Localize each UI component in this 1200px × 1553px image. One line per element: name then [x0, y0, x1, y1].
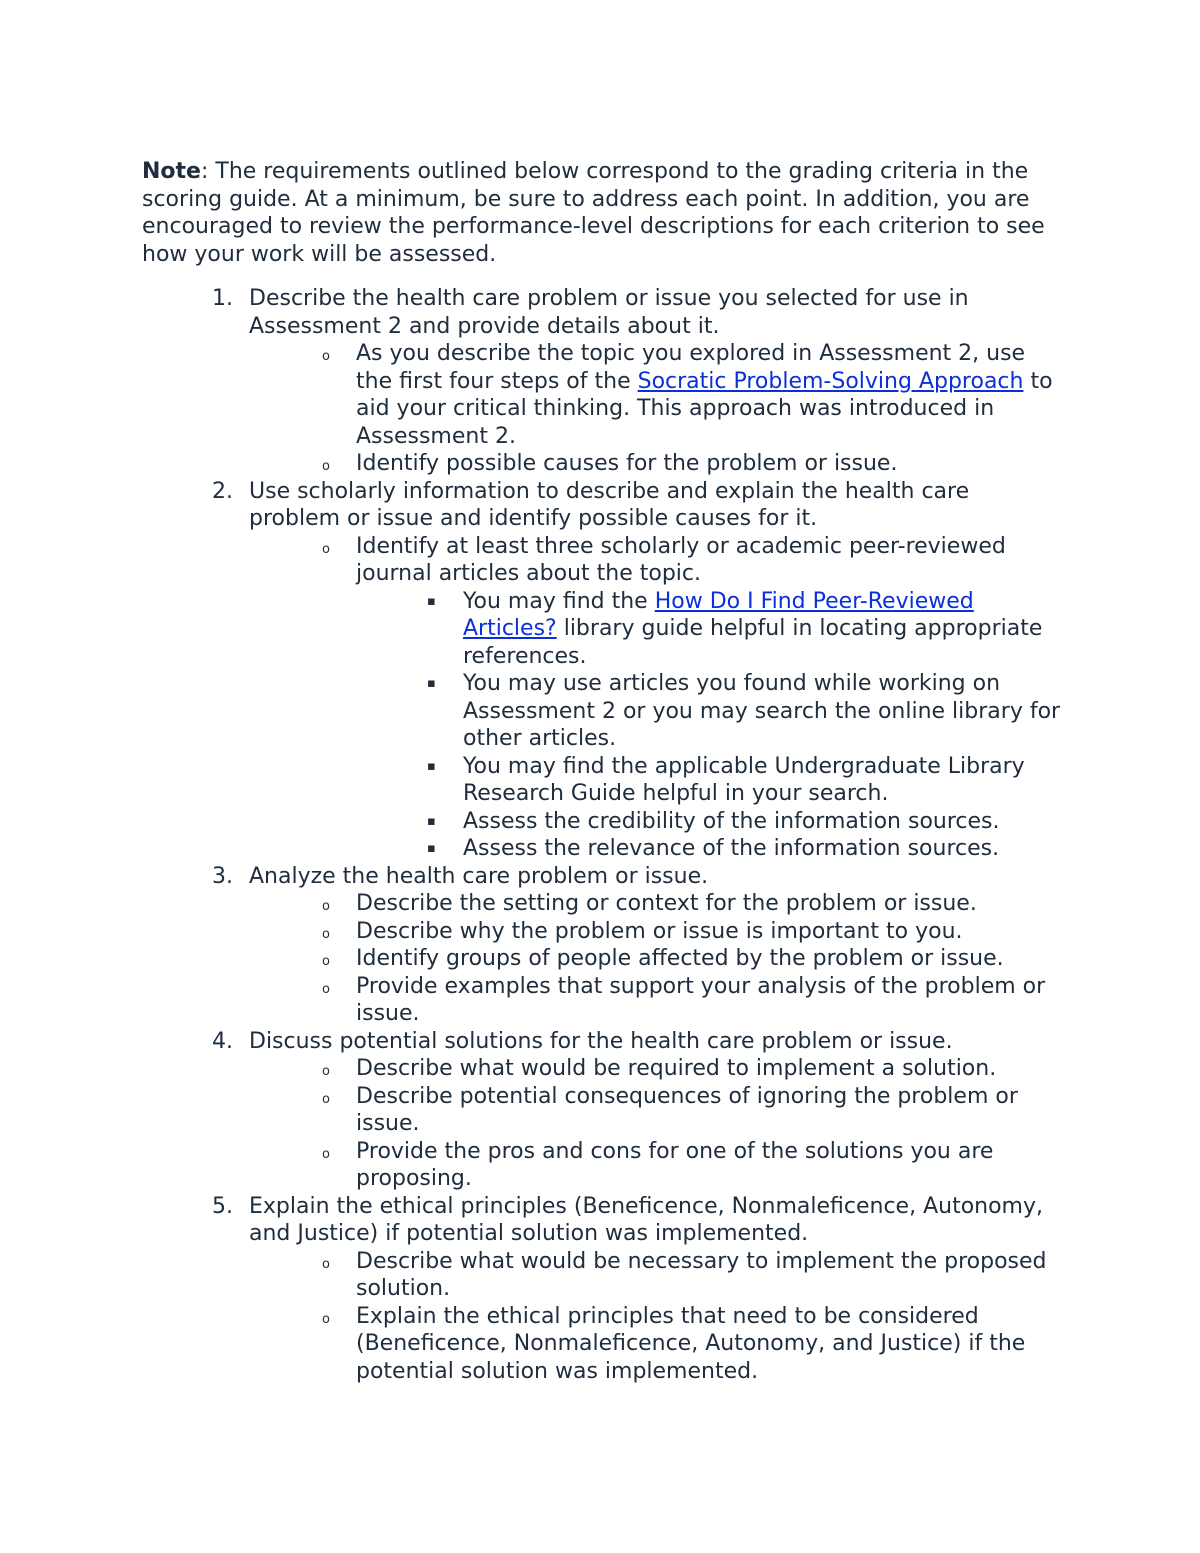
square-bullet-icon: ▪ [427, 841, 436, 856]
sub-item [142, 918, 1062, 946]
circle-bullet-icon: o [322, 1091, 330, 1107]
circle-bullet-icon: o [322, 954, 330, 969]
sub-item-text-pre: As you describe the topic you explored in Assessment 2, use the first four steps of the [356, 341, 1026, 394]
sub-item [142, 945, 1062, 973]
circle-bullet-icon: o [322, 1146, 330, 1162]
sub-item-text: Identify possible causes for the problem or issue. [356, 451, 898, 476]
item-text: Describe the health care problem or issue you selected for use in Assessment 2 and provide details about it. [249, 286, 969, 339]
square-bullet-icon: ▪ [427, 593, 436, 609]
item-number: 5. [212, 1193, 233, 1219]
sub-sub-item-text-post: library guide helpful in locating appropriate references. [463, 616, 1043, 669]
sub-item [142, 973, 1062, 1028]
requirement-item-4 [142, 1028, 1062, 1056]
sub-item [142, 890, 1062, 918]
socratic-approach-link[interactable]: Socratic Problem-Solving Approach [637, 368, 1024, 394]
sub-item-text: Explain the ethical principles that need to be considered (Beneficence, Nonmaleficence, Autonomy, and Justice) if the potential solution was implemented. [356, 1303, 1026, 1384]
sub-item-text: Describe what would be required to implement a solution. [356, 1056, 997, 1081]
circle-bullet-icon: o [322, 1064, 330, 1079]
item-number: 4. [212, 1028, 233, 1054]
sub-sub-item-text: You may find the applicable Undergraduate Library Research Guide helpful in your search. [463, 753, 1025, 806]
sub-sub-item-text: You may use articles you found while working on Assessment 2 or you may search the online library for other articles. [463, 671, 1061, 751]
item-text: Discuss potential solutions for the health care problem or issue. [249, 1028, 953, 1054]
square-bullet-icon: ▪ [427, 676, 436, 691]
requirement-item-1 [142, 285, 1062, 340]
note-text: : The requirements outlined below correspond to the grading criteria in the scoring guide. At a minimum, be sure to address each point. In addition, you are encouraged to review the performance-level descriptions for each criterion to see how your work will be assessed. [142, 159, 1045, 267]
sub-item [142, 1138, 1062, 1193]
sub-item-text: Provide examples that support your analysis of the problem or issue. [356, 973, 1046, 1026]
peer-reviewed-articles-link[interactable]: How Do I Find Peer-Reviewed Articles? [463, 588, 974, 641]
sub-sub-item [142, 808, 1062, 836]
sub-item [142, 340, 1062, 450]
intro-note [142, 158, 1062, 268]
circle-bullet-icon: o [322, 1311, 330, 1327]
circle-bullet-icon: o [322, 981, 330, 997]
sub-sub-item [142, 670, 1062, 753]
sub-item-text: Identify at least three scholarly or academic peer-reviewed journal articles about the topic. [356, 533, 1006, 586]
sub-item-text: Describe what would be necessary to implement the proposed solution. [356, 1248, 1047, 1301]
circle-bullet-icon: o [322, 349, 330, 364]
item-text: Analyze the health care problem or issue. [249, 863, 709, 889]
sub-item [142, 1248, 1062, 1303]
sub-item-text: Describe potential consequences of ignoring the problem or issue. [356, 1083, 1018, 1136]
square-bullet-icon: ▪ [427, 758, 436, 774]
requirement-item-2 [142, 478, 1062, 533]
square-bullet-icon: ▪ [427, 813, 436, 829]
circle-bullet-icon: o [322, 926, 330, 942]
sub-item-text-post: to aid your critical thinking. This approach was introduced in Assessment 2. [356, 368, 1053, 449]
item-text: Use scholarly information to describe and explain the health care problem or issue and identify possible causes for it. [249, 478, 970, 531]
sub-sub-item-text-pre: You may find the [463, 588, 655, 614]
sub-item [142, 1083, 1062, 1138]
sub-sub-item [142, 835, 1062, 863]
requirement-item-5 [142, 1193, 1062, 1248]
circle-bullet-icon: o [322, 459, 330, 474]
sub-item [142, 533, 1062, 588]
sub-sub-item-text: Assess the credibility of the information sources. [463, 808, 1000, 834]
sub-item [142, 450, 1062, 478]
sub-item-text: Provide the pros and cons for one of the solutions you are proposing. [356, 1138, 994, 1191]
sub-item-text: Describe why the problem or issue is important to you. [356, 918, 963, 944]
circle-bullet-icon: o [322, 899, 330, 914]
item-text: Explain the ethical principles (Beneficence, Nonmaleficence, Autonomy, and Justice) if potential solution was implemented. [249, 1193, 1043, 1246]
sub-sub-item-text: Assess the relevance of the information sources. [463, 836, 1000, 861]
item-number: 3. [212, 863, 233, 889]
sub-sub-item [142, 753, 1062, 808]
sub-sub-item [142, 588, 1062, 671]
item-number: 2. [212, 478, 233, 504]
circle-bullet-icon: o [322, 1256, 330, 1272]
circle-bullet-icon: o [322, 541, 330, 557]
sub-item [142, 1055, 1062, 1083]
sub-item-text: Identify groups of people affected by the problem or issue. [356, 946, 1004, 971]
item-number: 1. [212, 286, 233, 311]
requirement-item-3 [142, 863, 1062, 891]
sub-item [142, 1303, 1062, 1386]
sub-item-text: Describe the setting or context for the problem or issue. [356, 891, 977, 916]
note-label: Note [142, 159, 201, 184]
document-page [142, 158, 1062, 1385]
